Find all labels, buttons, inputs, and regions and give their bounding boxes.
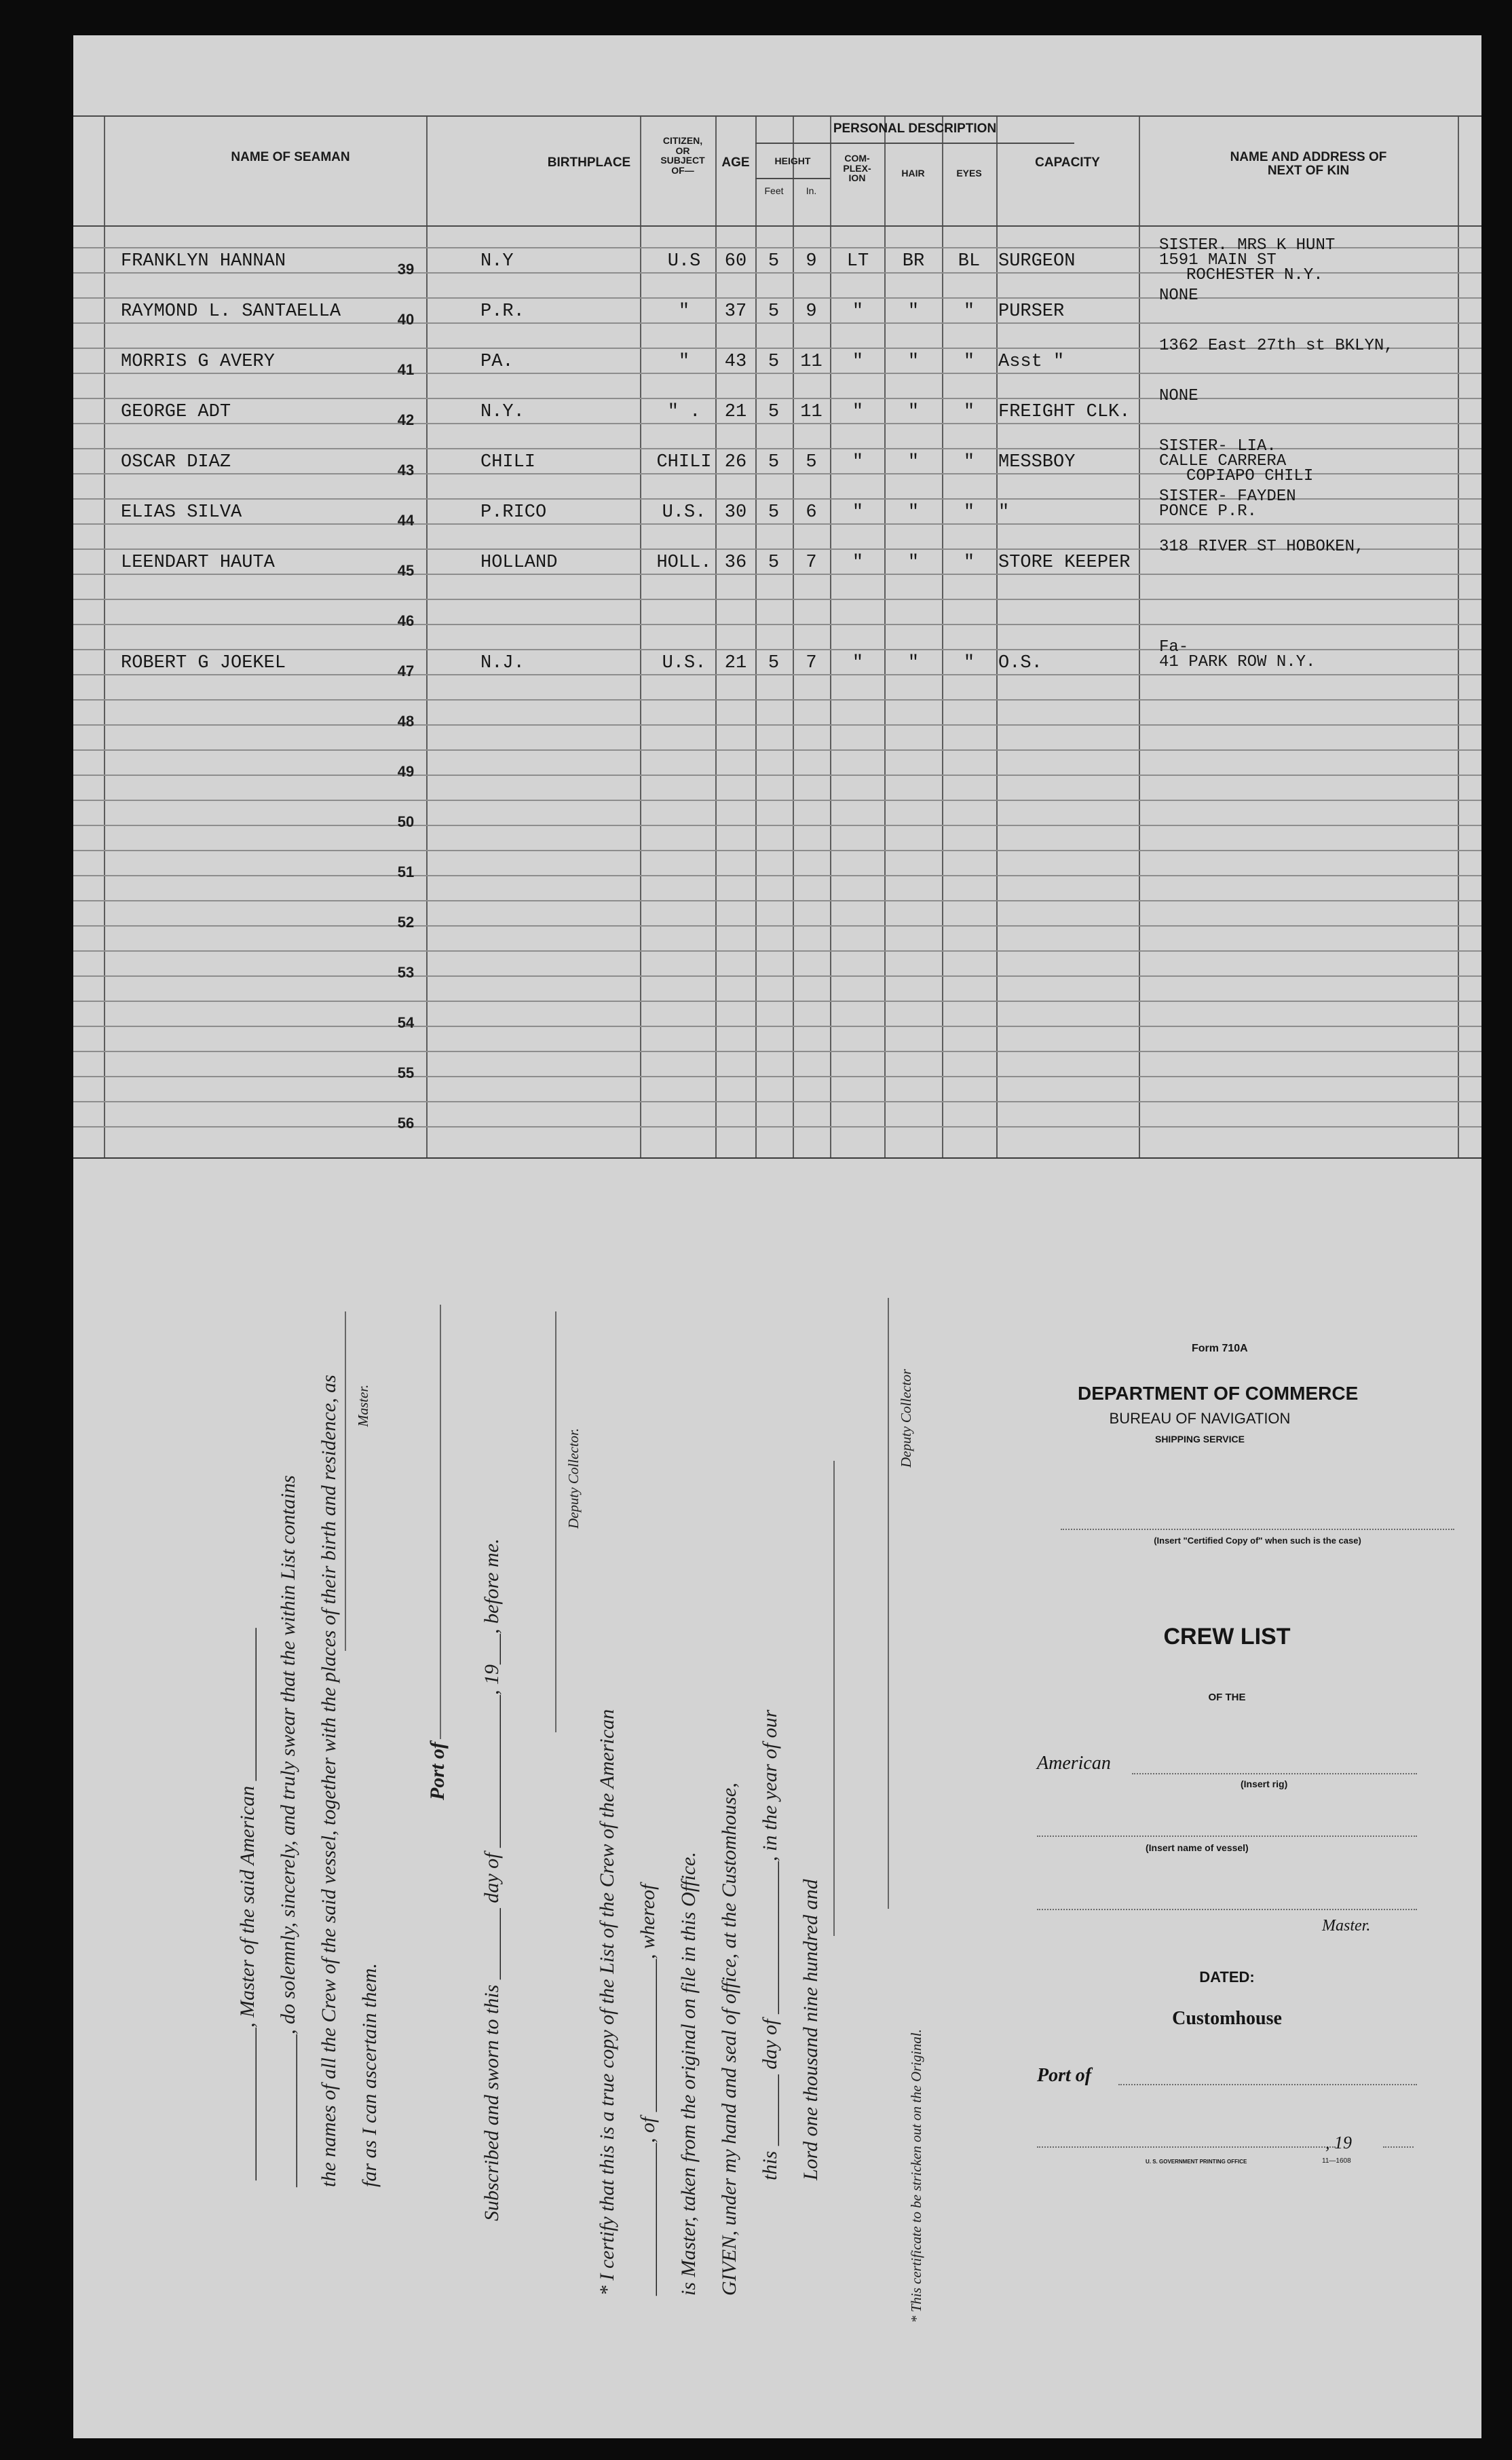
row-rule — [73, 297, 1481, 299]
cell-name: MORRIS G AVERY — [121, 352, 275, 372]
row-rule — [73, 1076, 1481, 1077]
header-rule — [73, 225, 1481, 227]
of-the-label: OF THE — [1208, 1692, 1246, 1703]
cell-citizen: U.S — [667, 251, 701, 272]
cell-birthplace: N.J. — [480, 653, 525, 673]
cell-complexion: " — [852, 653, 864, 673]
cell-citizen: " . — [667, 402, 701, 422]
row-rule — [73, 850, 1481, 851]
cell-capacity: SURGEON — [998, 251, 1076, 272]
vessel-line — [1037, 1835, 1417, 1838]
cell-next-of-kin: 41 PARK ROW N.Y. — [1159, 653, 1316, 671]
cell-inches: 7 — [806, 553, 817, 573]
cell-inches: 9 — [806, 301, 817, 322]
header-subrule — [755, 178, 830, 179]
cell-capacity: FREIGHT CLK. — [998, 402, 1131, 422]
row-rule — [73, 775, 1481, 776]
certificate-signature-line — [833, 1461, 835, 1936]
cell-age: 60 — [724, 251, 747, 272]
cell-next-of-kin: CALLE CARRERA — [1159, 452, 1287, 470]
cell-feet: 5 — [768, 653, 780, 673]
cell-birthplace: P.R. — [480, 301, 525, 322]
cell-hair: " — [907, 402, 920, 422]
certificate-line-4: GIVEN, under my hand and seal of office, at the Customhouse, — [718, 1783, 740, 2296]
row-rule — [73, 1001, 1481, 1002]
affidavit-master-label: Master. — [355, 1384, 371, 1427]
year-line — [1383, 2146, 1414, 2149]
date-line — [1037, 2146, 1336, 2149]
header-rule — [73, 115, 1481, 117]
rig-line — [1132, 1773, 1417, 1776]
row-number: 39 — [397, 261, 415, 278]
cell-birthplace: N.Y — [480, 251, 514, 272]
cell-citizen: HOLL. — [656, 553, 712, 573]
insert-certified-note: (Insert "Certified Copy of" when such is the case) — [1154, 1535, 1361, 1546]
cell-age: 26 — [724, 452, 747, 472]
cell-next-of-kin: PONCE P.R. — [1159, 502, 1258, 521]
row-rule — [73, 1126, 1481, 1128]
row-number: 46 — [397, 612, 415, 629]
header-name-of-seaman: NAME OF SEAMAN — [231, 150, 350, 164]
cell-next-of-kin: COPIAPO CHILI — [1186, 467, 1314, 485]
cell-complexion: " — [852, 352, 864, 372]
affidavit-line-1: _______________, Master of the said American _______________ — [236, 1628, 259, 2180]
port-line — [440, 1305, 441, 1739]
cell-feet: 5 — [768, 301, 780, 322]
cell-feet: 5 — [768, 402, 780, 422]
affidavit-line-4: far as I can ascertain them. — [358, 1963, 381, 2187]
header-inches: In. — [806, 185, 817, 196]
row-rule — [73, 925, 1481, 927]
cell-next-of-kin: Fa- — [1159, 638, 1189, 656]
row-rule — [73, 674, 1481, 675]
cell-birthplace: CHILI — [480, 452, 536, 472]
cell-next-of-kin: 1591 MAIN ST — [1159, 251, 1277, 269]
header-citizen-line: OR — [675, 145, 690, 156]
cell-capacity: MESSBOY — [998, 452, 1076, 472]
header-complexion-line: COM- — [844, 153, 870, 164]
header-complexion-line: PLEX- — [843, 162, 871, 174]
port-date-line — [1118, 2084, 1417, 2087]
header-capacity: CAPACITY — [1035, 155, 1100, 170]
bureau-title: BUREAU OF NAVIGATION — [1109, 1410, 1291, 1427]
printer-imprint: U. S. GOVERNMENT PRINTING OFFICE — [1146, 2159, 1247, 2165]
row-number: 54 — [397, 1014, 415, 1031]
cell-next-of-kin: SISTER- LIA. — [1159, 437, 1277, 455]
cell-citizen: CHILI — [656, 452, 712, 472]
cell-capacity: PURSER — [998, 301, 1065, 322]
insert-rig-note: (Insert rig) — [1241, 1778, 1288, 1789]
row-number: 48 — [397, 713, 415, 730]
header-next-of-kin — [1139, 151, 1478, 178]
header-next-of-kin-line: NEXT OF KIN — [1267, 163, 1350, 178]
row-rule — [73, 975, 1481, 977]
cell-feet: 5 — [768, 452, 780, 472]
cell-eyes: " — [963, 553, 975, 573]
cell-birthplace: PA. — [480, 352, 514, 372]
affidavit-line-3: the names of all the Crew of the said vessel, together with the places of their birth and residence, as — [318, 1375, 340, 2187]
row-rule — [73, 523, 1481, 525]
cell-inches: 7 — [806, 653, 817, 673]
cell-hair: BR — [902, 251, 925, 272]
certificate-line-2: _______________, of _______________, whereof — [637, 1884, 659, 2296]
row-number: 43 — [397, 462, 415, 479]
deputy-collector-line-2 — [888, 1298, 889, 1909]
cell-complexion: LT — [846, 251, 869, 272]
row-rule — [73, 749, 1481, 751]
crew-table — [73, 35, 1481, 1159]
row-rule — [73, 599, 1481, 600]
cell-eyes: " — [963, 502, 975, 523]
cell-name: OSCAR DIAZ — [121, 452, 231, 472]
affidavit-line-2: _______________, do solemnly, sincerely, and truly swear that the within List contains — [277, 1475, 299, 2187]
cell-feet: 5 — [768, 553, 780, 573]
cell-complexion: " — [852, 301, 864, 322]
cell-feet: 5 — [768, 502, 780, 523]
cell-eyes: " — [963, 402, 975, 422]
row-number: 56 — [397, 1115, 415, 1132]
header-next-of-kin-line: NAME AND ADDRESS OF — [1230, 150, 1387, 164]
row-rule — [73, 649, 1481, 650]
header-age: AGE — [721, 155, 750, 170]
row-rule — [73, 875, 1481, 876]
cell-next-of-kin: NONE — [1159, 286, 1198, 305]
insert-vessel-note: (Insert name of vessel) — [1146, 1842, 1249, 1853]
cell-next-of-kin: 318 RIVER ST HOBOKEN, — [1159, 538, 1365, 556]
header-subrule — [755, 143, 1074, 144]
header-complexion — [830, 153, 884, 183]
certificate-line-1: * I certify that this is a true copy of the List of the Crew of the American — [596, 1709, 618, 2296]
cell-age: 43 — [724, 352, 747, 372]
form-code: 11—1608 — [1322, 2157, 1351, 2165]
cell-eyes: BL — [958, 251, 981, 272]
cell-citizen: " — [678, 352, 690, 372]
cell-inches: 9 — [806, 251, 817, 272]
customhouse-label: Customhouse — [1172, 2008, 1282, 2029]
cell-complexion: " — [852, 502, 864, 523]
cell-hair: " — [907, 502, 920, 523]
row-number: 41 — [397, 361, 415, 378]
certified-copy-line — [1061, 1529, 1454, 1531]
cell-complexion: " — [852, 553, 864, 573]
cell-hair: " — [907, 653, 920, 673]
cell-age: 37 — [724, 301, 747, 322]
cell-name: RAYMOND L. SANTAELLA — [121, 301, 341, 322]
dated-label: DATED: — [1199, 1969, 1255, 1986]
row-number: 55 — [397, 1064, 415, 1081]
header-height: HEIGHT — [774, 155, 811, 166]
cell-next-of-kin: 1362 East 27th st BKLYN, — [1159, 337, 1394, 355]
row-rule — [73, 574, 1481, 575]
cover-port-label: Port of — [1037, 2065, 1092, 2086]
cell-name: ELIAS SILVA — [121, 502, 242, 523]
deputy-collector-line-1 — [555, 1311, 556, 1732]
row-rule — [73, 950, 1481, 952]
header-citizen-line: OF— — [671, 165, 694, 176]
cell-next-of-kin: NONE — [1159, 387, 1198, 405]
crew-list-sheet — [73, 35, 1481, 2438]
cell-feet: 5 — [768, 352, 780, 372]
cell-hair: " — [907, 352, 920, 372]
cell-birthplace: HOLLAND — [480, 553, 558, 573]
certificate-footnote: * This certificate to be stricken out on the Original. — [908, 2029, 924, 2323]
row-rule — [73, 825, 1481, 826]
cell-age: 21 — [724, 402, 747, 422]
master-signature-line — [345, 1311, 346, 1651]
row-rule — [73, 322, 1481, 324]
cell-birthplace: N.Y. — [480, 402, 525, 422]
row-number: 50 — [397, 813, 415, 830]
header-citizen-line: CITIZEN, — [662, 135, 703, 146]
certificate-line-3: is Master, taken from the original on file in this Office. — [677, 1852, 700, 2296]
cell-inches: 6 — [806, 502, 817, 523]
cell-name: FRANKLYN HANNAN — [121, 251, 286, 272]
cell-next-of-kin: SISTER. MRS K HUNT — [1159, 236, 1336, 255]
header-hair: HAIR — [901, 168, 925, 179]
affidavit-subscribed: Subscribed and sworn to this _______ day of _______________, 19___, before me. — [480, 1538, 503, 2221]
american-label: American — [1037, 1753, 1111, 1774]
cover-master-label: Master. — [1322, 1917, 1371, 1935]
service-title: SHIPPING SERVICE — [1154, 1434, 1245, 1445]
row-number: 52 — [397, 914, 415, 931]
header-birthplace: BIRTHPLACE — [547, 155, 631, 170]
cell-eyes: " — [963, 352, 975, 372]
cell-inches: 5 — [806, 452, 817, 472]
certificate-line-5: this _______ day of _______________, in the year of our — [759, 1709, 781, 2180]
form-number: Form 710A — [1192, 1343, 1248, 1354]
row-rule — [73, 724, 1481, 726]
cell-hair: " — [907, 553, 920, 573]
header-citizen-line: SUBJECT — [660, 155, 705, 166]
cell-inches: 11 — [800, 352, 823, 372]
row-rule — [73, 800, 1481, 801]
row-rule — [73, 398, 1481, 399]
cell-eyes: " — [963, 653, 975, 673]
row-rule — [73, 1051, 1481, 1052]
cell-next-of-kin: SISTER- FAYDEN — [1159, 487, 1296, 506]
cell-citizen: U.S. — [662, 502, 706, 523]
cell-age: 30 — [724, 502, 747, 523]
row-number: 51 — [397, 863, 415, 880]
row-rule — [73, 624, 1481, 625]
row-number: 49 — [397, 763, 415, 780]
row-rule — [73, 373, 1481, 374]
cell-complexion: " — [852, 452, 864, 472]
cell-complexion: " — [852, 402, 864, 422]
cell-age: 36 — [724, 553, 747, 573]
cell-eyes: " — [963, 301, 975, 322]
header-personal-description: PERSONAL DESCRIPTION — [833, 122, 997, 136]
header-citizen — [649, 136, 717, 176]
cell-feet: 5 — [768, 251, 780, 272]
certificate-deputy-collector: Deputy Collector — [898, 1368, 914, 1468]
cell-name: LEENDART HAUTA — [121, 553, 275, 573]
header-eyes: EYES — [956, 168, 982, 179]
master-line — [1037, 1909, 1417, 1912]
cell-capacity: O.S. — [998, 653, 1042, 673]
crew-list-title: CREW LIST — [1163, 1624, 1291, 1650]
cell-inches: 11 — [800, 402, 823, 422]
row-rule — [73, 423, 1481, 424]
cell-name: GEORGE ADT — [121, 402, 231, 422]
department-title: DEPARTMENT OF COMMERCE — [1078, 1383, 1359, 1404]
cell-capacity: " — [998, 502, 1010, 523]
year-label: , 19 — [1325, 2133, 1352, 2152]
cell-hair: " — [907, 301, 920, 322]
cell-next-of-kin: ROCHESTER N.Y. — [1186, 266, 1323, 284]
cell-hair: " — [907, 452, 920, 472]
header-complexion-line: ION — [848, 172, 866, 184]
cell-capacity: STORE KEEPER — [998, 553, 1131, 573]
row-rule — [73, 900, 1481, 901]
cell-citizen: U.S. — [662, 653, 706, 673]
cell-name: ROBERT G JOEKEL — [121, 653, 286, 673]
row-number: 40 — [397, 311, 415, 328]
row-number: 44 — [397, 512, 415, 529]
row-rule — [73, 1026, 1481, 1027]
row-number: 45 — [397, 562, 415, 579]
cell-birthplace: P.RICO — [480, 502, 547, 523]
row-rule — [73, 699, 1481, 701]
cell-capacity: Asst " — [998, 352, 1065, 372]
cell-eyes: " — [963, 452, 975, 472]
cell-age: 21 — [724, 653, 747, 673]
row-number: 42 — [397, 411, 415, 428]
affidavit-deputy-collector: Deputy Collector. — [565, 1428, 582, 1529]
affidavit-port-label: Port of — [426, 1742, 449, 1800]
table-bottom-rule — [73, 1157, 1481, 1159]
row-number: 47 — [397, 663, 415, 679]
row-rule — [73, 1101, 1481, 1102]
row-number: 53 — [397, 964, 415, 981]
cell-citizen: " — [678, 301, 690, 322]
certificate-line-6: Lord one thousand nine hundred and — [799, 1879, 822, 2180]
header-feet: Feet — [764, 185, 784, 196]
